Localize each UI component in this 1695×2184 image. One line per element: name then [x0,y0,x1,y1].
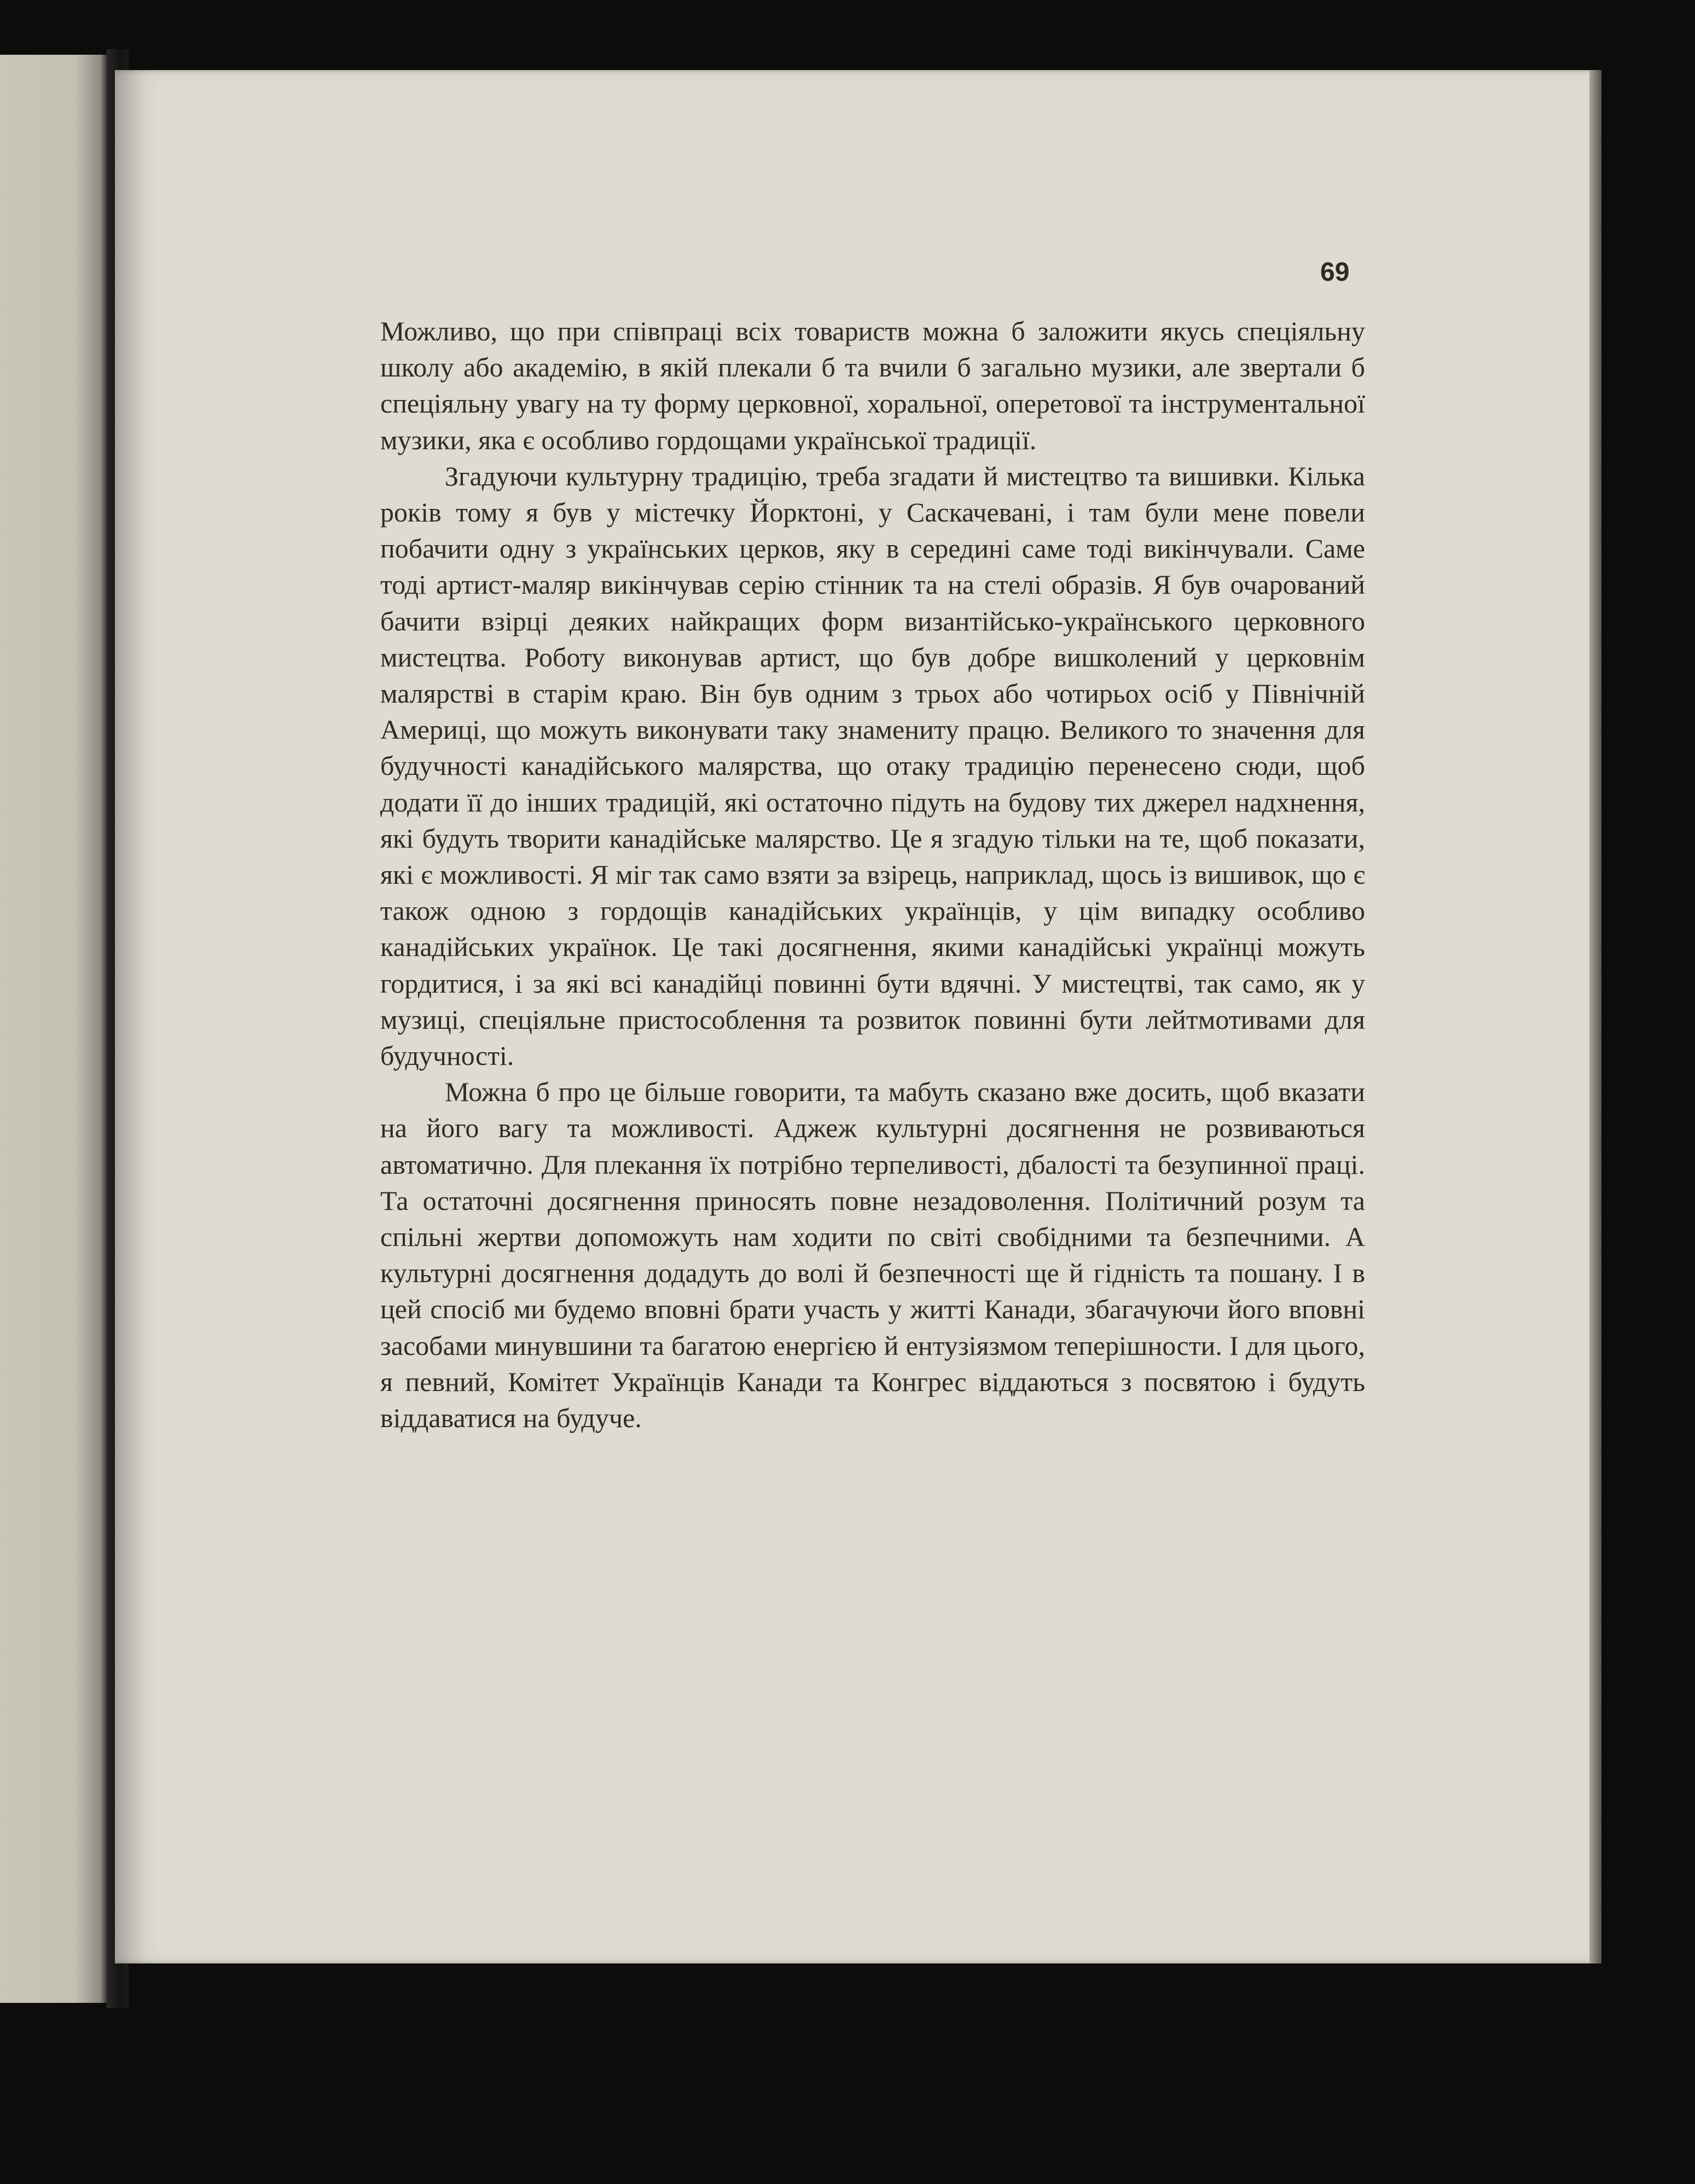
paragraph-1: Можливо, що при співпраці всіх товариств можна б заложити якусь спеціяльну школу або академію, в якій плекали б та вчили б загально музики, але звертали б спеціяльну увагу на ту форму церковної, хоральної, оперетової та інструментальної музики, яка є особливо гордощами української традиції. [380,316,1365,455]
paragraph-3: Можна б про це більше говорити, та мабуть сказано вже досить, щоб вказати на його вагу та можливості. Аджеж культурні досягнення не розвиваються автоматично. Для плекання їх потрібно терпеливості, дбалості та безупинної праці. Та остаточні досягнення приносять повне незадоволення. Політичний розум та спільні жертви допоможуть нам ходити по світі свобідними та безпечними. А культурні досягнення додадуть до волі й безпечності ще й гідність та пошану. І в цей спосіб ми будемо вповні брати участь у житті Канади, збагачуючи його вповні засобами минувшини та багатою енергією й ентузіязмом теперішности. І для цього, я певний, Комітет Українців Канади та Конгрес віддаються з посвятою і будуть віддаватися на будуче. [380,1076,1365,1434]
page-number: 69 [1320,258,1350,287]
paragraph-2: Згадуючи культурну традицію, треба згадати й мистецтво та вишивки. Кілька років тому я був у містечку Йорктоні, у Саскачевані, і там були мене повели побачити одну з українських церков, яку в середині саме тоді викінчували. Саме тоді артист-маляр викінчував серію стінник та на стелі образів. Я був очарований бачити взірці деяких найкращих форм византійсько-українського церковного мистецтва. Роботу виконував артист, що був добре вишколений у церковнім малярстві в старім краю. Він був одним з трьох або чотирьох осіб у Північній Америці, що можуть виконувати таку знамениту працю. Великого то значення для будучності канадійського малярства, що отаку традицію перенесено сюди, щоб додати її до інших традицій, які остаточно підуть на будову тих джерел надхнення, які будуть творити канадійське малярство. Це я згадую тільки на те, щоб показати, які є можливості. Я міг так само взяти за взірець, наприклад, щось із вишивок, що є також одною з гордощів канадійських українців, у цім випадку особливо канадійських українок. Це такі досягнення, якими канадійські українці можуть гордитися, і за які всі канадійці повинні бути вдячні. У мистецтві, так само, як у музиці, спеціяльне пристособлення та розвиток повинні бути лейтмотивами для будучності. [380,460,1365,1071]
page-edge-shadow [1589,70,1601,1963]
body-text [380,313,1365,1436]
left-page-edge [0,55,107,2003]
